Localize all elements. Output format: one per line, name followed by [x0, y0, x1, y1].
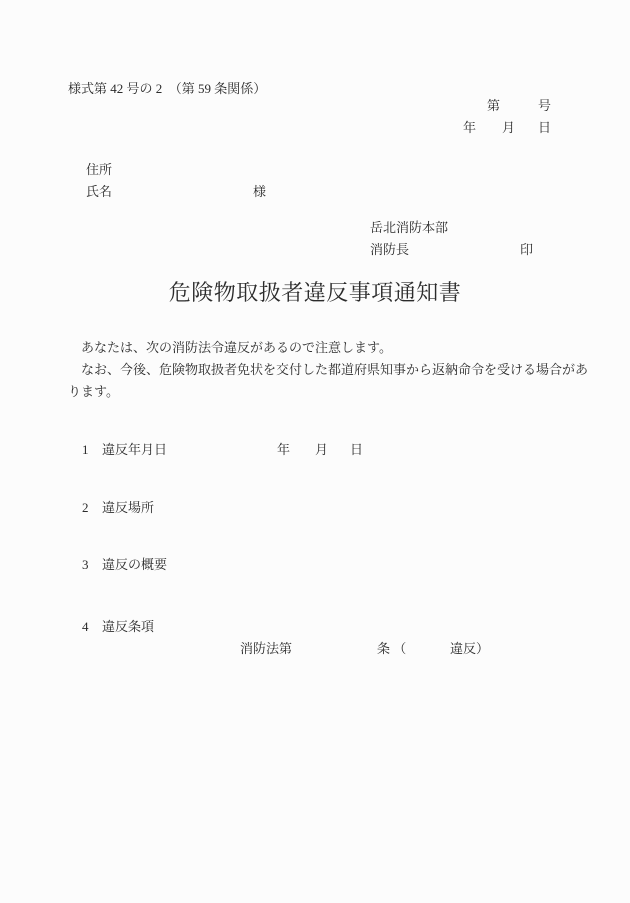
seal-placeholder: 印	[520, 242, 534, 257]
body-paragraphs	[68, 337, 593, 403]
address-label: 住所	[86, 162, 113, 177]
item-4-label: 違反条項	[102, 619, 155, 634]
item-2-number: 2	[82, 500, 89, 515]
item-1-label: 違反年月日	[102, 442, 168, 457]
doc-number-suffix: 号	[538, 98, 552, 113]
item-4-number: 4	[82, 619, 89, 634]
item-4-law-prefix: 消防法第	[240, 641, 293, 656]
item-4-article-suffix: 条 （	[377, 641, 407, 656]
item-1-month-label: 月	[315, 442, 329, 457]
form-number: 様式第 42 号の 2 （第 59 条関係）	[68, 81, 267, 96]
item-2-label: 違反場所	[102, 500, 155, 515]
document-title: 危険物取扱者違反事項通知書	[168, 280, 462, 305]
item-3-label: 違反の概要	[102, 557, 168, 572]
header-date-month-label: 月	[502, 120, 516, 135]
name-label: 氏名	[86, 184, 113, 199]
body-line: あなたは、次の消防法令違反があるので注意します。	[68, 340, 392, 355]
item-1-year-label: 年	[277, 442, 291, 457]
sender-title: 消防長	[370, 242, 410, 257]
sender-organization: 岳北消防本部	[370, 220, 449, 235]
item-4-violation-suffix: 違反）	[450, 641, 490, 656]
body-line: ります。	[68, 384, 119, 399]
item-3-number: 3	[82, 557, 89, 572]
item-1-day-label: 日	[350, 442, 364, 457]
doc-number-prefix: 第	[487, 98, 501, 113]
body-line: なお、今後、危険物取扱者免状を交付した都道府県知事から返納命令を受ける場合があ	[68, 362, 589, 377]
header-date-year-label: 年	[463, 120, 477, 135]
honorific-label: 様	[253, 184, 267, 199]
header-date-day-label: 日	[538, 120, 552, 135]
item-1-number: 1	[82, 442, 89, 457]
